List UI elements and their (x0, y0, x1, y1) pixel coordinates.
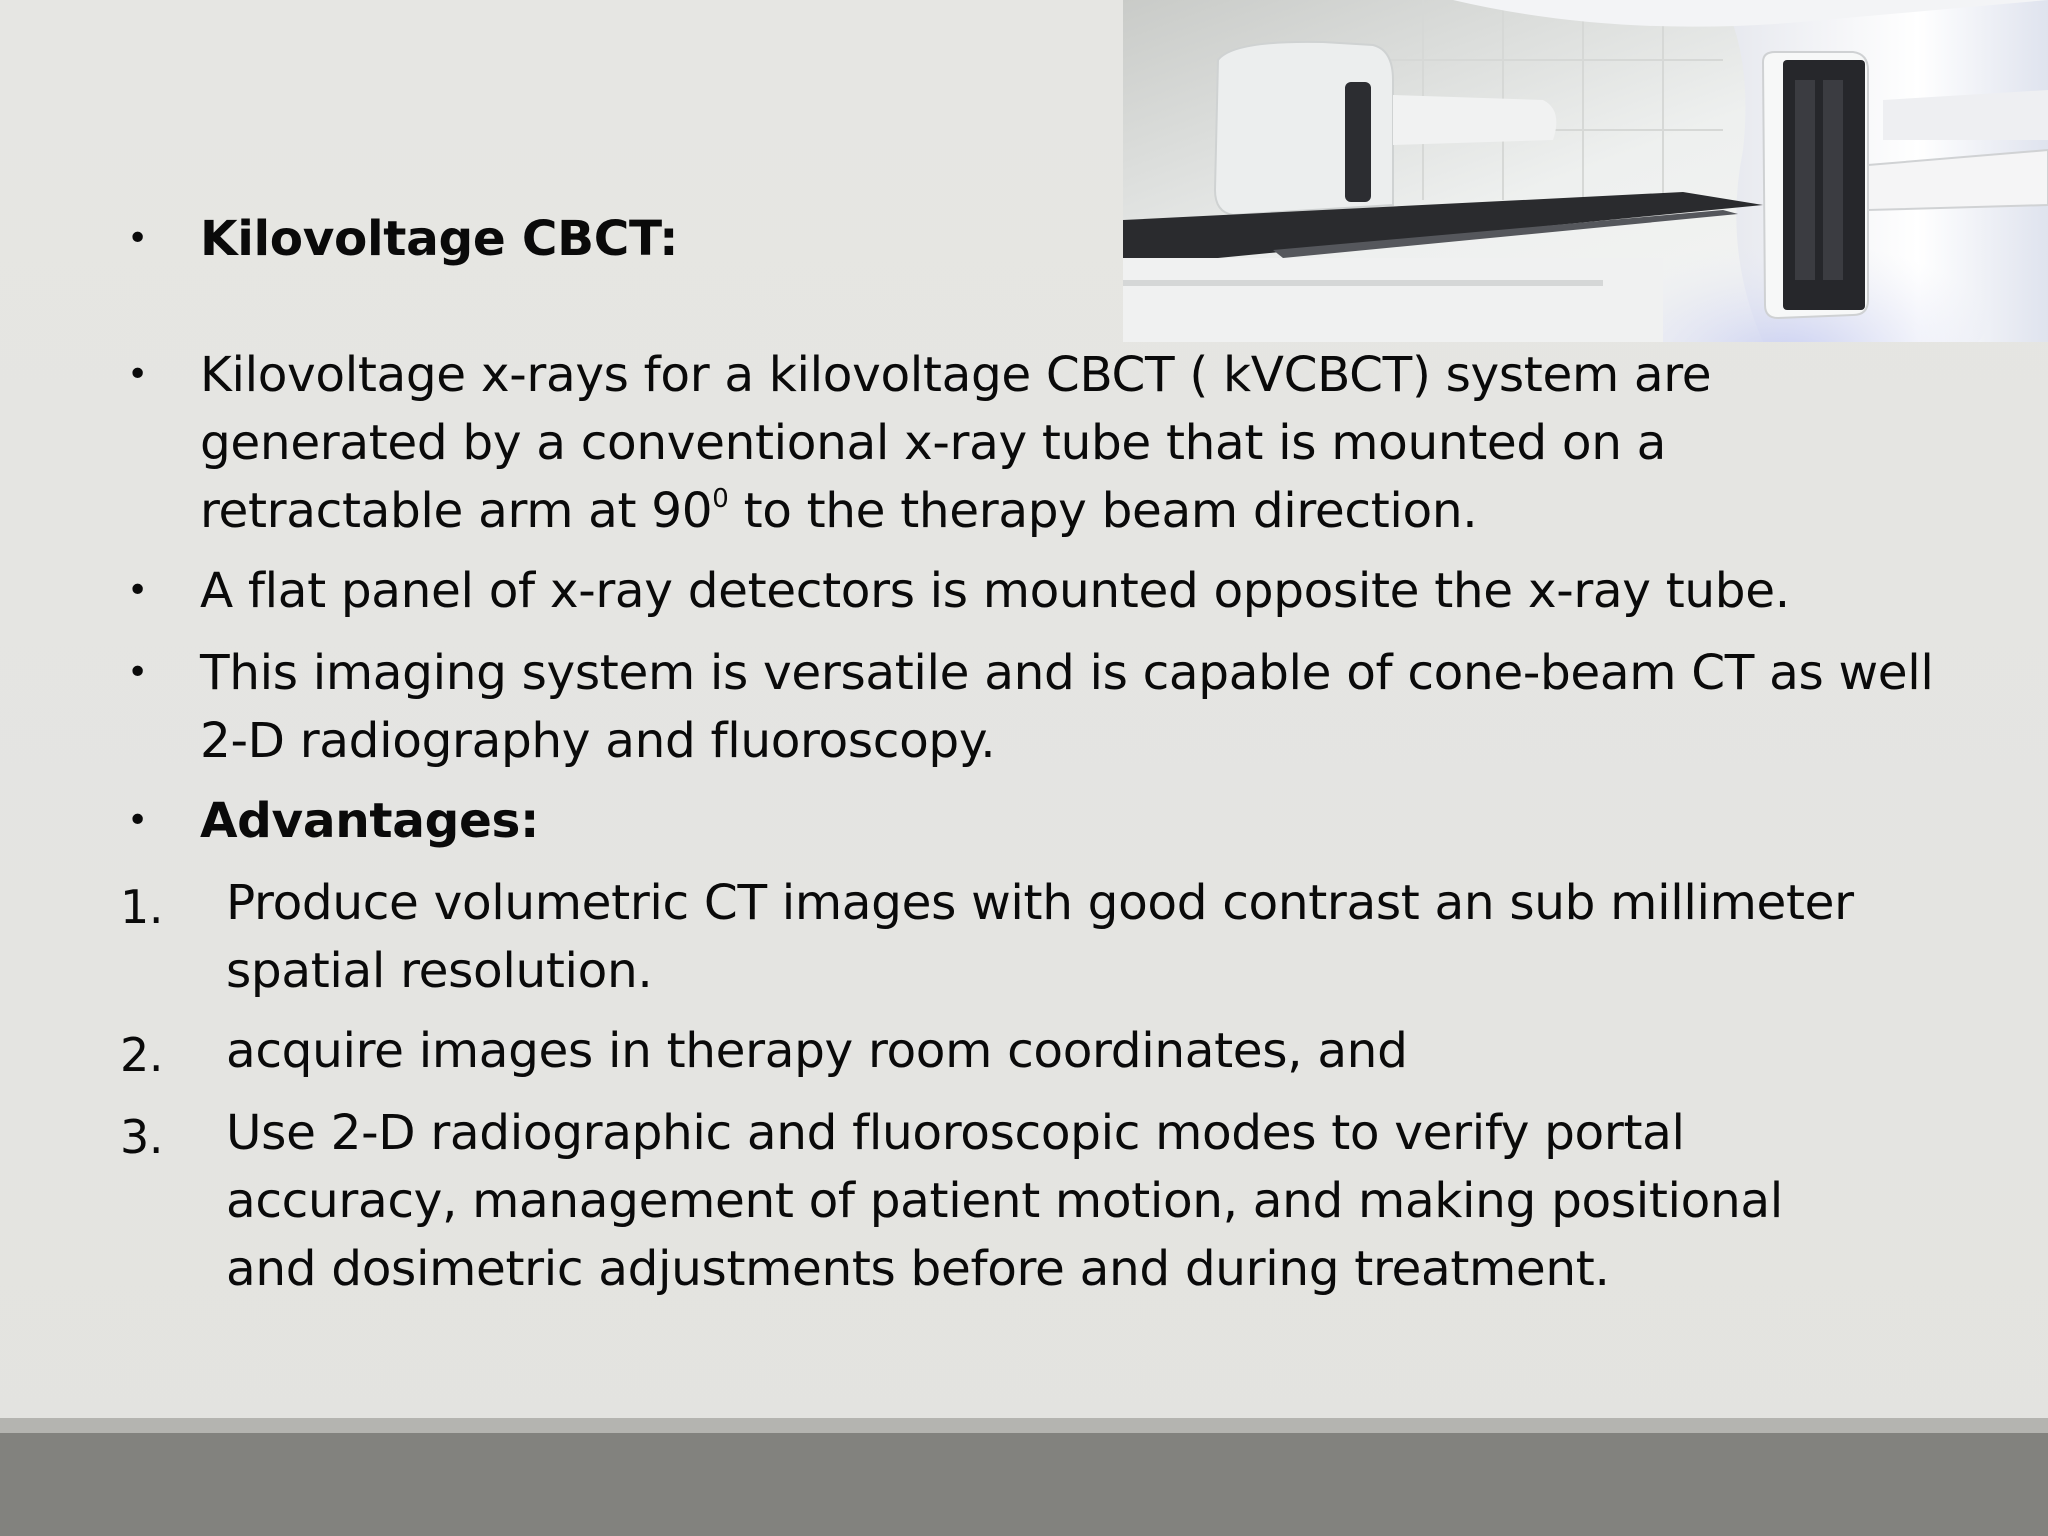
numbered-item-text: Use 2-D radiographic and fluoroscopic modes to verify portal accuracy, management of patient motion, and making positional and dosimetric adjustments before and during treatment. (226, 1105, 1783, 1297)
bullet-dot-icon: • (127, 800, 148, 841)
bullet-text-continued: to the therapy beam direction. (728, 483, 1478, 539)
bullet-item (120, 341, 1940, 545)
numbered-item (120, 869, 1940, 1005)
numbered-item (120, 1099, 1940, 1303)
numbered-item-text: Produce volumetric CT images with good contrast an sub millimeter spatial resolution. (226, 875, 1854, 999)
bullet-dot-icon: • (127, 570, 148, 611)
heading-bullet-item (120, 205, 1940, 273)
bullet-text: This imaging system is versatile and is capable of cone-beam CT as well 2-D radiography and fluoroscopy. (200, 645, 1934, 769)
footer-band (0, 1433, 2048, 1536)
item-number: 1. (120, 880, 164, 934)
advantages-bullet-item (120, 787, 1940, 855)
heading-text: Kilovoltage CBCT: (200, 211, 679, 267)
numbered-item-text: acquire images in therapy room coordinates, and (226, 1023, 1408, 1079)
bullet-item (120, 639, 1940, 775)
slide-content (120, 205, 1940, 1303)
numbered-item (120, 1017, 1940, 1085)
item-number: 3. (120, 1110, 164, 1164)
advantages-label: Advantages: (200, 793, 540, 849)
bullet-text: Kilovoltage x-rays for a kilovoltage CBCT ( kVCBCT) system are generated by a conventional x-ray tube that is mounted on a retractable arm at 90 (200, 347, 1712, 539)
footer-divider (0, 1418, 2048, 1433)
degree-superscript: 0 (712, 484, 729, 514)
item-number: 2. (120, 1028, 164, 1082)
bullet-dot-icon: • (127, 354, 148, 395)
bullet-item (120, 557, 1940, 625)
bullet-text: A flat panel of x-ray detectors is mounted opposite the x-ray tube. (200, 563, 1790, 619)
bullet-dot-icon: • (127, 652, 148, 693)
bullet-dot-icon: • (127, 218, 148, 259)
